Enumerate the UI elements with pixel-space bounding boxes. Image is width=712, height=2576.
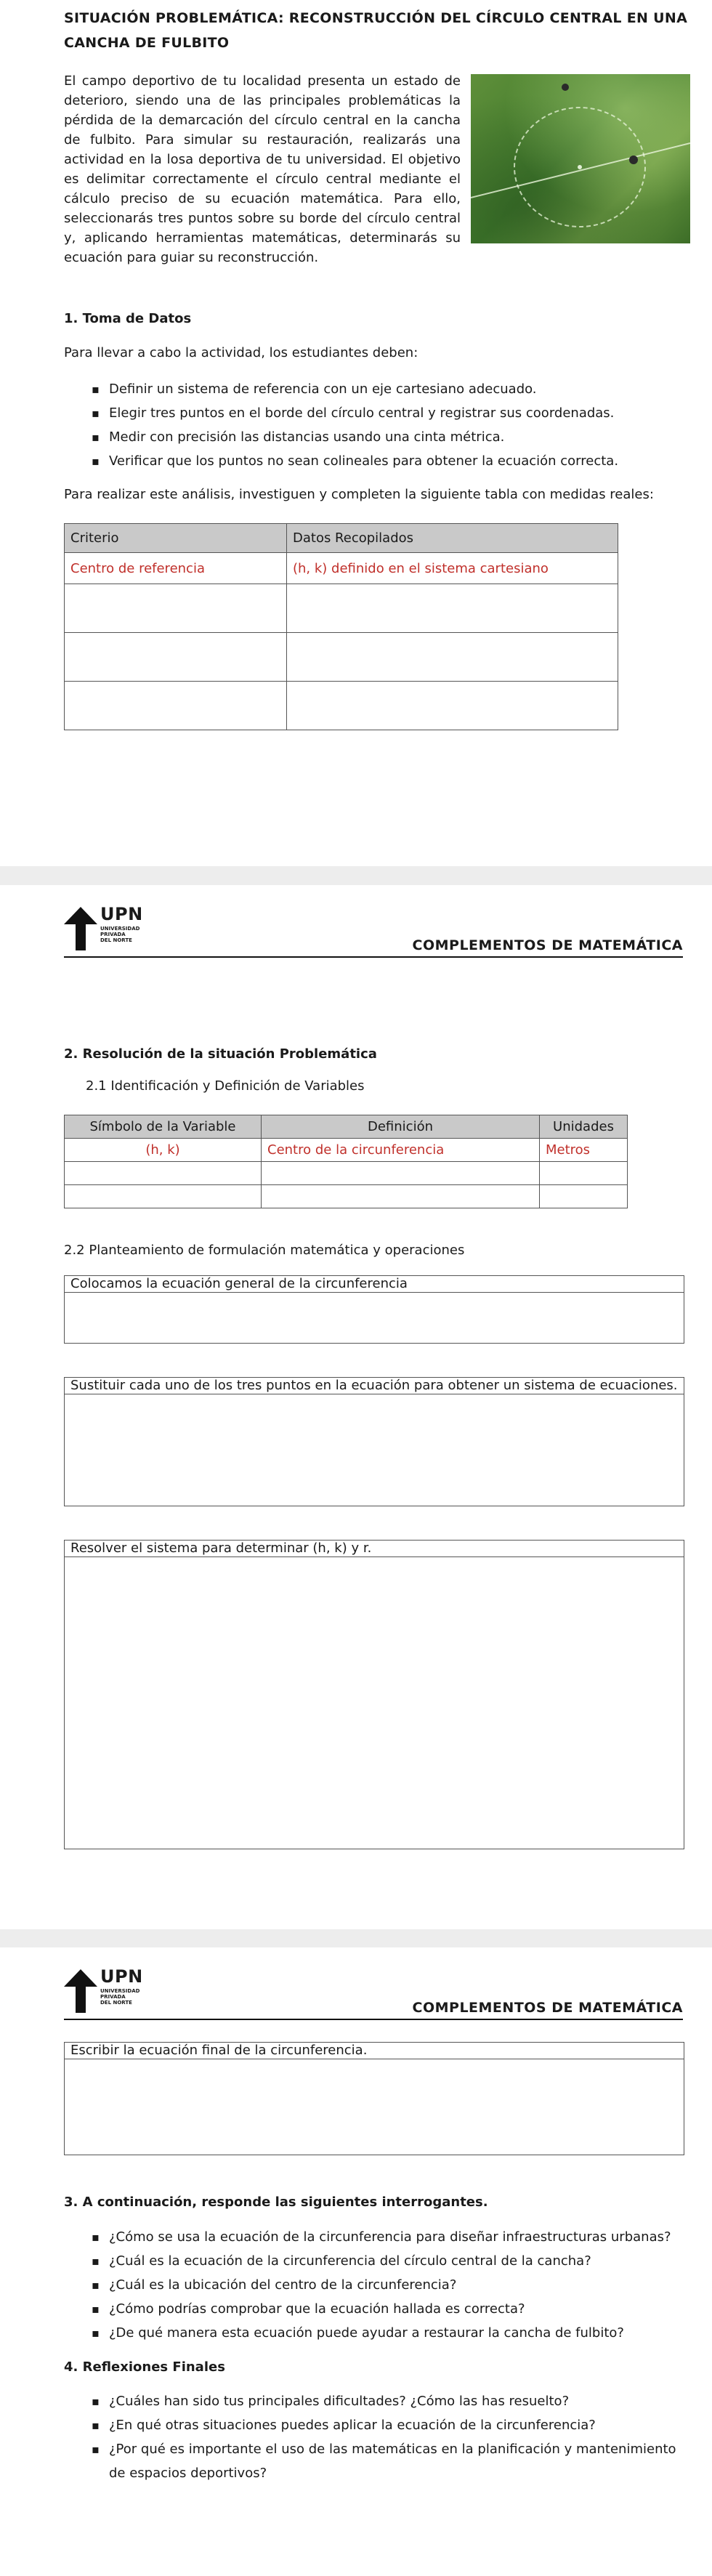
table-header: Unidades (540, 1115, 628, 1139)
list-item: ▪ ¿Cómo se usa la ecuación de la circunferencia para diseñar infraestructuras urbanas? (64, 2225, 689, 2249)
list-item: ▪ ¿Cuál es la ecuación de la circunferencia del círculo central de la cancha? (64, 2249, 689, 2273)
box-label: Sustituir cada uno de los tres puntos en la ecuación para obtener un sistema de ecuaciones. (65, 1378, 684, 1394)
logo-subtitle: UNIVERSIDAD PRIVADA DEL NORTE (100, 1988, 140, 2006)
table-row (65, 682, 618, 730)
table-cell[interactable] (287, 633, 618, 682)
answer-area[interactable] (65, 1293, 684, 1342)
table-cell[interactable] (65, 1162, 262, 1185)
document-title: SITUACIÓN PROBLEMÁTICA: RECONSTRUCCIÓN DEL CÍRCULO CENTRAL EN UNA CANCHA DE FULBITO (64, 10, 688, 51)
table-row (65, 584, 618, 633)
course-title: COMPLEMENTOS DE MATEMÁTICA (412, 2000, 683, 2016)
table-row (65, 553, 618, 584)
field-photo (471, 74, 690, 243)
answer-box-solve (64, 1540, 684, 1849)
section-3-title: 3. A continuación, responde las siguientes interrogantes. (64, 2195, 488, 2210)
table-lead: Para realizar este análisis, investiguen y completen la siguiente tabla con medidas reales: (64, 487, 654, 502)
list-item: ▪ Elegir tres puntos en el borde del círculo central y registrar sus coordenadas. (64, 401, 689, 425)
course-title: COMPLEMENTOS DE MATEMÁTICA (412, 937, 683, 953)
table-header: Símbolo de la Variable (65, 1115, 262, 1139)
table-cell[interactable] (262, 1185, 540, 1208)
list-item: ▪ Medir con precisión las distancias usando una cinta métrica. (64, 425, 689, 449)
table-cell[interactable] (65, 584, 287, 633)
data-table (64, 523, 618, 730)
table-cell: (h, k) definido en el sistema cartesiano (287, 553, 618, 584)
list-item: ▪ ¿Cuál es la ubicación del centro de la circunferencia? (64, 2273, 689, 2297)
subsection-2-2: 2.2 Planteamiento de formulación matemática y operaciones (64, 1243, 465, 1258)
intro-text: El campo deportivo de tu localidad presenta un estado de deterioro, siendo una de las principales problemáticas la pérdida de la demarcación del círculo central en la cancha de fulbito. Para simular su restauración, realizarás una actividad en la losa deportiva de tu universidad. El objetivo es delimitar correctamente el círculo central mediante el cálculo preciso de su ecuación matemática. Para ello, seleccionarás tres puntos sobre su borde del círculo central y, aplicando herramientas matemáticas, determinarás su ecuación para guiar su reconstrucción. (64, 73, 461, 265)
section-2-title: 2. Resolución de la situación Problemática (64, 1046, 377, 1062)
answer-area[interactable] (65, 2059, 684, 2154)
list-item: ▪ ¿Cuáles han sido tus principales dificultades? ¿Cómo las has resuelto? (64, 2389, 689, 2413)
section-4-list (64, 2389, 689, 2485)
section-4-title: 4. Reflexiones Finales (64, 2359, 225, 2375)
table-row (65, 1139, 628, 1162)
table-header: Criterio (65, 524, 287, 553)
logo-subtitle: UNIVERSIDAD PRIVADA DEL NORTE (100, 926, 140, 943)
variables-table (64, 1115, 628, 1208)
answer-area[interactable] (65, 1394, 684, 1489)
page-3 (0, 1947, 712, 2576)
header-divider (64, 2019, 683, 2020)
header-divider (64, 956, 683, 958)
list-item: ▪ Definir un sistema de referencia con un eje cartesiano adecuado. (64, 377, 689, 401)
page-2 (0, 885, 712, 1929)
table-cell: Centro de la circunferencia (262, 1139, 540, 1162)
section-1-list (64, 377, 689, 473)
box-label: Resolver el sistema para determinar (h, k) y r. (65, 1541, 684, 1557)
table-cell[interactable] (262, 1162, 540, 1185)
table-row (65, 633, 618, 682)
box-label: Escribir la ecuación final de la circunferencia. (65, 2043, 684, 2059)
table-cell: Metros (540, 1139, 628, 1162)
page-separator (0, 1929, 712, 1947)
answer-box-system (64, 1377, 684, 1506)
table-header: Datos Recopilados (287, 524, 618, 553)
table-cell[interactable] (65, 682, 287, 730)
table-header: Definición (262, 1115, 540, 1139)
list-item: ▪ ¿De qué manera esta ecuación puede ayudar a restaurar la cancha de fulbito? (64, 2321, 689, 2345)
table-cell[interactable] (287, 682, 618, 730)
section-1-lead: Para llevar a cabo la actividad, los estudiantes deben: (64, 345, 418, 360)
section-3-list (64, 2225, 689, 2345)
box-label: Colocamos la ecuación general de la circunferencia (65, 1276, 684, 1293)
list-item: ▪ ¿Cómo podrías comprobar que la ecuación hallada es correcta? (64, 2297, 689, 2321)
logo-text: UPN (100, 904, 143, 924)
table-row (65, 1185, 628, 1208)
upn-logo-icon (64, 907, 97, 950)
intro-paragraph (64, 71, 690, 267)
table-cell: (h, k) (65, 1139, 262, 1162)
page-separator (0, 866, 712, 885)
page-header (64, 904, 683, 958)
table-cell[interactable] (540, 1185, 628, 1208)
list-item: ▪ ¿En qué otras situaciones puedes aplicar la ecuación de la circunferencia? (64, 2413, 689, 2437)
table-cell: Centro de referencia (65, 553, 287, 584)
subsection-2-1: 2.1 Identificación y Definición de Variables (86, 1078, 365, 1094)
list-item: ▪ Verificar que los puntos no sean colineales para obtener la ecuación correcta. (64, 449, 689, 473)
page-header (64, 1966, 683, 2020)
table-cell[interactable] (65, 1185, 262, 1208)
table-cell[interactable] (540, 1162, 628, 1185)
table-row (65, 1162, 628, 1185)
section-1-title: 1. Toma de Datos (64, 311, 192, 326)
page-1 (0, 0, 712, 866)
answer-area[interactable] (65, 1557, 684, 1848)
logo-text: UPN (100, 1966, 143, 1987)
table-cell[interactable] (65, 633, 287, 682)
list-item: ▪ ¿Por qué es importante el uso de las matemáticas en la planificación y mantenimiento de espacios deportivos? (64, 2437, 689, 2485)
answer-box-general-equation (64, 1275, 684, 1344)
answer-box-final-equation (64, 2042, 684, 2155)
upn-logo-icon (64, 1969, 97, 2013)
table-cell[interactable] (287, 584, 618, 633)
